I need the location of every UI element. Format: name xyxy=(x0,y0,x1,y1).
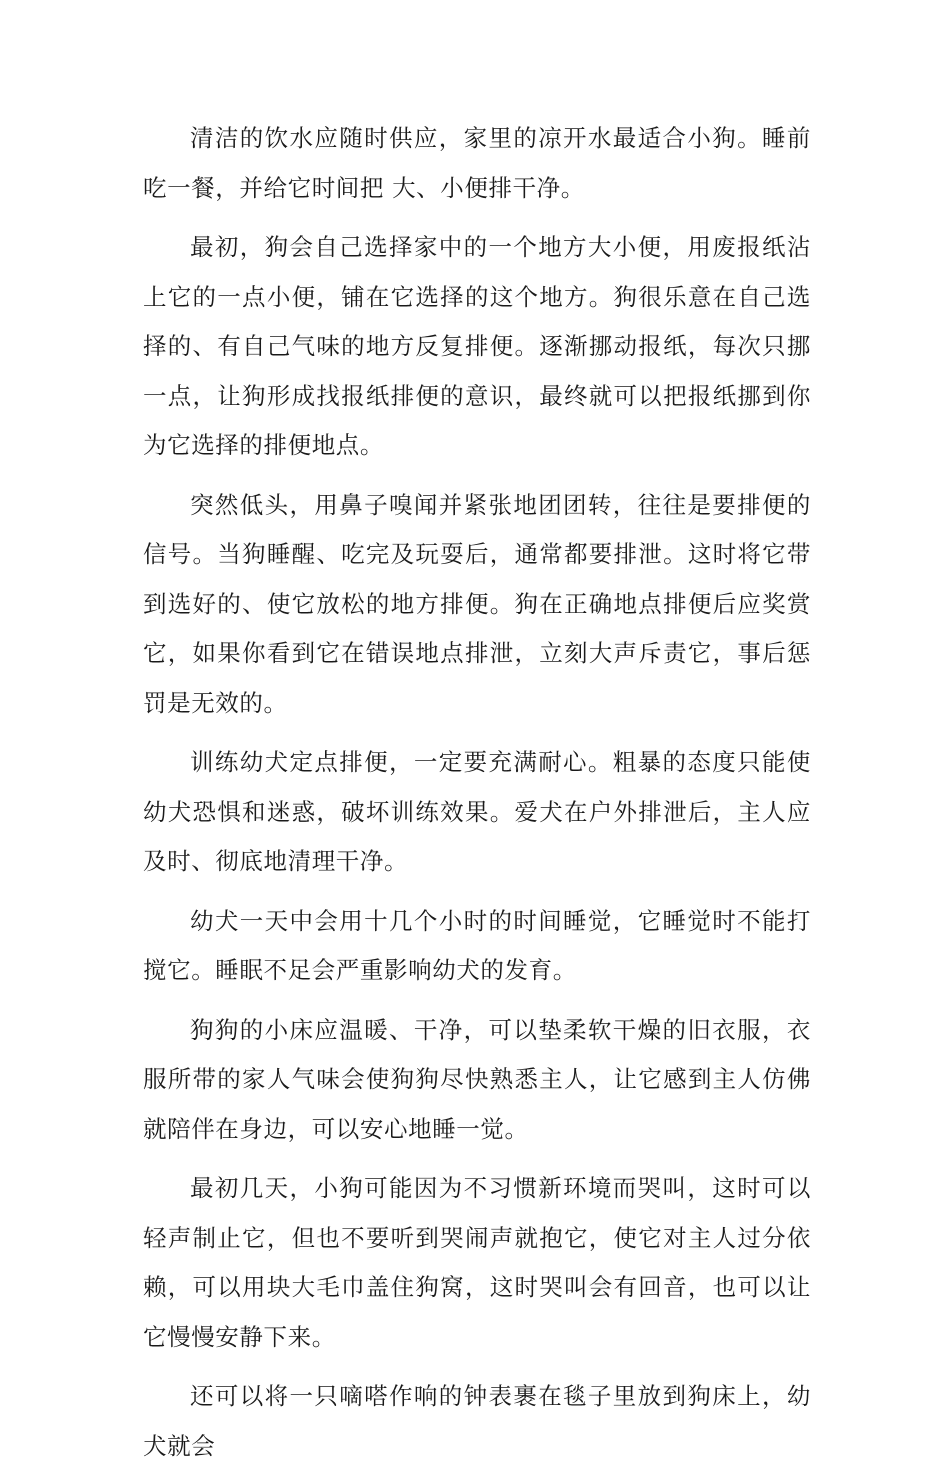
paragraph: 还可以将一只嘀嗒作响的钟表裹在毯子里放到狗床上，幼犬就会 xyxy=(143,1382,811,1460)
paragraph: 清洁的饮水应随时供应，家里的凉开水最适合小狗。睡前吃一餐，并给它时间把 大、小便排干净。 xyxy=(143,124,811,202)
paragraph: 狗狗的小床应温暖、干净，可以垫柔软干燥的旧衣服，衣服所带的家人气味会使狗狗尽快熟悉主人，让它感到主人仿佛就陪伴在身边，可以安心地睡一觉。 xyxy=(143,1015,811,1143)
paragraph: 最初几天，小狗可能因为不习惯新环境而哭叫，这时可以轻声制止它，但也不要听到哭闹声就抱它，使它对主人过分依赖，可以用块大毛巾盖住狗窝，这时哭叫会有回音，也可以让它慢慢安静下来。 xyxy=(143,1174,811,1351)
paragraph: 幼犬一天中会用十几个小时的时间睡觉，它睡觉时不能打搅它。睡眠不足会严重影响幼犬的发育。 xyxy=(143,906,811,984)
paragraph: 最初，狗会自己选择家中的一个地方大小便，用废报纸沾上它的一点小便，铺在它选择的这个地方。狗很乐意在自己选择的、有自己气味的地方反复排便。逐渐挪动报纸，每次只挪一点，让狗形成找报纸排便的意识，最终就可以把报纸挪到你为它选择的排便地点。 xyxy=(143,233,811,459)
document-body xyxy=(143,114,811,1481)
paragraph: 突然低头，用鼻子嗅闻并紧张地团团转，往往是要排便的信号。当狗睡醒、吃完及玩耍后，通常都要排泄。这时将它带到选好的、使它放松的地方排便。狗在正确地点排便后应奖赏它，如果你看到它在错误地点排泄，立刻大声斥责它，事后惩罚是无效的。 xyxy=(143,490,811,717)
paragraph: 训练幼犬定点排便，一定要充满耐心。粗暴的态度只能使幼犬恐惧和迷惑，破坏训练效果。爱犬在户外排泄后，主人应及时、彻底地清理干净。 xyxy=(143,748,811,875)
